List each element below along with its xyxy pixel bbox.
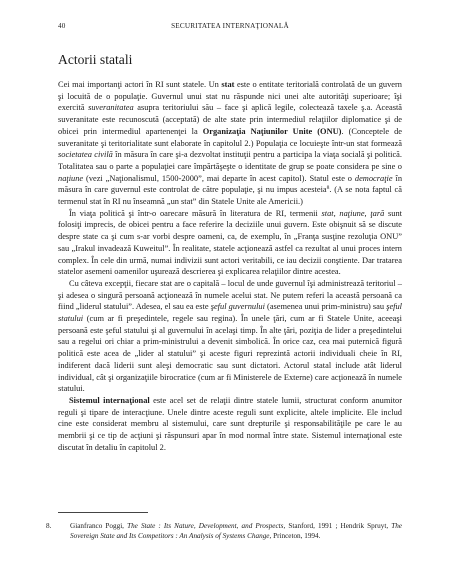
term-seful-statului: şeful statului: [58, 302, 403, 324]
term-tara-italic: ţară: [370, 208, 385, 218]
section-title: Actorii statali: [58, 52, 133, 67]
term-natiune-italic: naţiune: [339, 208, 365, 218]
footnote-work-1: The State : Its Nature, Development, and Prospects: [127, 522, 284, 530]
term-onu: Organizaţia Naţiunilor Unite (ONU): [202, 126, 342, 136]
footnote-number: 8.: [46, 522, 52, 530]
paragraph-1: Cei mai importanţi actori în RI sunt statele. Un stat este o entitate teritorială controlată de un guvern şi locuită de o populaţie. Guvernul unui stat nu răspunde nici unei alte autorităţi superioare; îşi exercită suveranitatea asupra teritoriului său – face şi aplică legile, colectează taxele ş.a. Această suveranitate este recunoscută (acceptată) de alte state prin intermediul relaţiilor diplomatice şi de obicei prin intermediul apartenenţei la Organizaţia Naţiunilor Unite (ONU). (Conceptele de suveranitate şi teritorialitate sunt elaborate în capitolul 2.) Populaţia ce locuieşte într-un stat formează societatea civilă în măsura în care şi-a dezvoltat instituţii pentru a participa la viaţa socială şi politică. Totalitatea sau o parte a populaţiei care împărtăşeşte o identitate de grup se poate considera pe sine o naţiune (vezi „Naţionalismul, 1500-2000”, mai departe în acest capitol). Statul este o democraţie în măsura în care guvernul este controlat de către populaţie, şi nu impus acesteia$^8$. (A se nota faptul că termenul stat în RI nu înseamnă „un stat” din Statele Unite ale Americii.): [58, 80, 403, 207]
paragraph-4: Sistemul internaţional este acel set de relaţii dintre statele lumii, structurat conform anumitor reguli şi tipare de interacţiune. Unele dintre aceste reguli sunt explicite, altele implicite. Ele includ cine este considerat membru al sistemului, care sunt drepturile şi responsabilităţile pe care le au membrii şi ce tip de acţiuni şi răspunsuri apar în mod normal între state. Sistemul internaţional este discutat în detaliu în capitolul 2.: [58, 395, 402, 452]
footnote: 8. Gianfranco Poggi, The State : Its Nature, Development, and Prospects, Stanford, 1991 ; Hendrik Spruyt, The Sovereign State and Its Competitors : An Analysis of Systems Change, Princeton, 1994.: [46, 522, 402, 540]
term-stat-italic: stat: [321, 208, 334, 218]
term-natiune: naţiune: [58, 173, 84, 183]
page-number: 40: [58, 22, 66, 30]
term-democratie: democraţie: [354, 173, 393, 183]
term-seful-guvernului: şeful guvernului: [210, 302, 265, 312]
paragraph-2: În viaţa politică şi într-o oarecare măsură în literatura de RI, termenii stat, naţiune, ţară sunt folosiţi imprecis, de obicei pentru a face referire la deciziile unui guvern. Este obişnuit să se discute despre state ca şi cum s-ar vorbi despre oameni, ca, de exemplu, în „Franţa susţine rezoluţia ONU” sau „Irakul invadează Kuweitul”. În realitate, statele acţionează astfel ca rezultat al unui proces intern complex. În cele din urmă, numai indivizii sunt actori veritabili, ce iau decizii conştiente. Dar tratarea statelor asemeni oamenilor uşurează descrierea şi explicarea relaţiilor dintre acestea.: [58, 208, 403, 277]
term-stat: stat: [221, 80, 235, 89]
body-text: [58, 79, 402, 454]
footnote-divider: [58, 512, 148, 513]
footnote-work-2: The Sovereign State and Its Competitors : An Analysis of Systems Change: [70, 522, 402, 540]
running-header: [58, 22, 402, 34]
running-title: SECURITATEA INTERNAŢIONALĂ: [171, 22, 289, 30]
term-suveranitate: suveranitatea: [88, 103, 134, 113]
term-societate-civila: societatea civilă: [58, 150, 113, 160]
term-sistemul-international: Sistemul internaţional: [69, 395, 150, 405]
paragraph-3: Cu câteva excepţii, fiecare stat are o capitală – locul de unde guvernul îşi administrează teritoriul – şi adesea o singură persoană acţionează în numele acelui stat. Ne putem referi la această persoană ca fiind „liderul statului”. Adesea, el sau ea este şeful guvernului (asemenea unui prim-ministru) sau şeful statului (cum ar fi preşedintele, regele sau regina). În unele ţări, cum ar fi Statele Unite, aceeaşi persoană este şeful statului şi al guvernului în acelaşi timp. În alte ţări, poziţia de lider a preşedintelui sau a regelui ori chiar a prim-ministrului a devenit simbolică. În orice caz, cea mai puternică figură politică este acea de „lider al statului” şi aceste figuri reprezintă actorii individuali cheie în RI, indiferent dacă liderii sunt aleşi democratic sau sunt dictatori. Actorul statal include atât liderul individual, cât şi organizaţiile birocratice (cum ar fi Ministerele de Externe) care acţionează în numele statului.: [58, 278, 403, 394]
footnote-reference: 8: [326, 185, 330, 192]
